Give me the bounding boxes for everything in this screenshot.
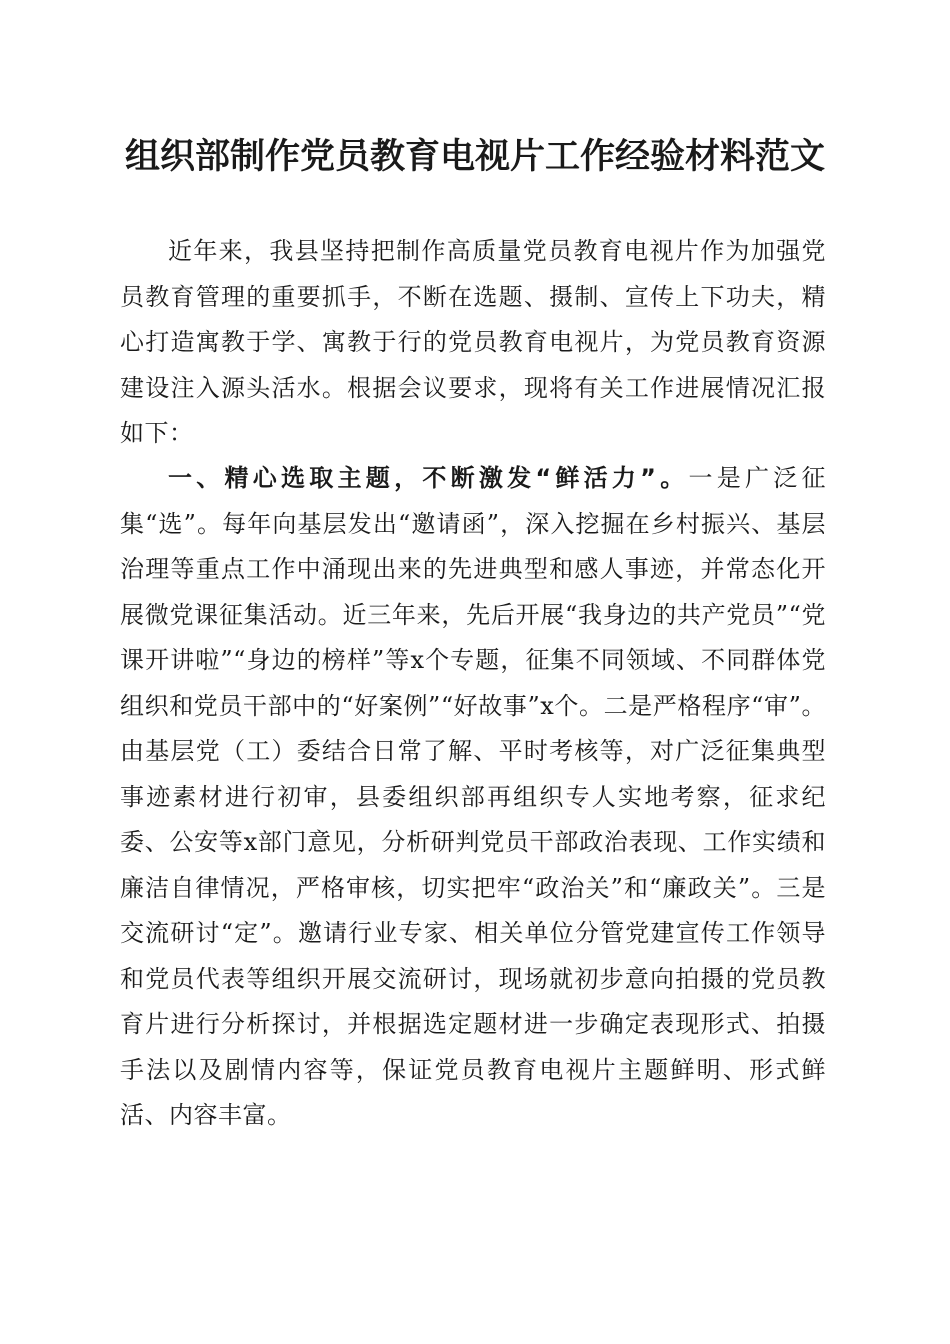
- section-one-body: 一是广泛征集“选”。每年向基层发出“邀请函”，深入挖掘在乡村振兴、基层治理等重点工作中涌现出来的先进典型和感人事迹，并常态化开展微党课征集活动。近三年来，先后开展“我身边的共产党员”“党课开讲啦”“身边的榜样”等x个专题，征集不同领域、不同群体党组织和党员干部中的“好案例”“好故事”x个。二是严格程序“审”。由基层党（工）委结合日常了解、平时考核等，对广泛征集典型事迹素材进行初审，县委组织部再组织专人实地考察，征求纪委、公安等x部门意见，分析研判党员干部政治表现、工作实绩和廉洁自律情况，严格审核，切实把牢“政治关”和“廉政关”。三是交流研讨“定”。邀请行业专家、相关单位分管党建宣传工作领导和党员代表等组织开展交流研讨，现场就初步意向拍摄的党员教育片进行分析探讨，并根据选定题材进一步确定表现形式、拍摄手法以及剧情内容等，保证党员教育电视片主题鲜明、形式鲜活、内容丰富。: [120, 464, 827, 1129]
- section-one-block: [120, 456, 826, 1139]
- intro-paragraph-block: [120, 229, 826, 457]
- section-one-heading: 一、精心选取主题，不断激发“鲜活力”。: [168, 464, 689, 492]
- intro-paragraph: 近年来，我县坚持把制作高质量党员教育电视片作为加强党员教育管理的重要抓手，不断在选题、摄制、宣传上下功夫，精心打造寓教于学、寓教于行的党员教育电视片，为党员教育资源建设注入源头活水。根据会议要求，现将有关工作进展情况汇报如下：: [120, 237, 826, 447]
- section-one-paragraph: [120, 456, 826, 1139]
- document-title: 组织部制作党员教育电视片工作经验材料范文: [124, 136, 825, 177]
